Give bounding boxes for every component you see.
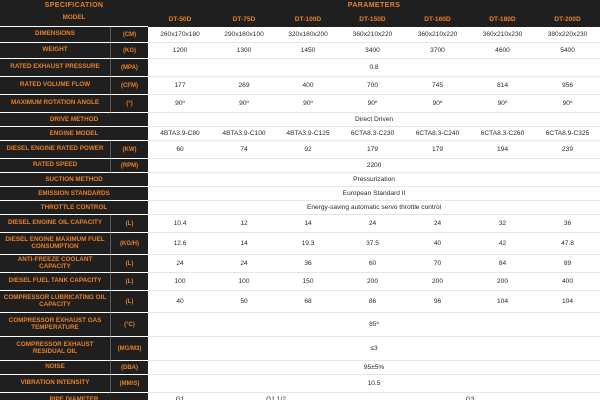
row-unit: (MPA): [110, 59, 148, 77]
cell: 179: [340, 141, 405, 159]
row-unit: (CM): [110, 27, 148, 43]
cell: 14: [276, 215, 340, 233]
cell: 10.4: [148, 215, 212, 233]
model-label: MODEL: [0, 11, 148, 27]
row-label: COMPRESSOR LUBRICATING OIL CAPACITY: [0, 291, 110, 313]
cell: 24: [148, 255, 212, 273]
cell: 36: [535, 215, 600, 233]
row-label: DIESEL ENGINE RATED POWER: [0, 141, 110, 159]
row-rotation-angle: [0, 95, 600, 113]
cell: 956: [535, 77, 600, 95]
row-pipe-diameter: [0, 393, 600, 400]
cell: 42: [470, 233, 535, 255]
row-drive-method: [0, 113, 600, 127]
row-label: RATED EXHAUST PRESSURE: [0, 59, 110, 77]
row-label: DIESEL ENGINE MAXIMUM FUEL CONSUMPTION: [0, 233, 110, 255]
cell: 0.8: [148, 59, 600, 77]
cell: 104: [470, 291, 535, 313]
cell: 100: [148, 273, 212, 291]
cell: 360x210x230: [470, 27, 535, 43]
cell: 86: [340, 291, 405, 313]
cell: 90º: [405, 95, 470, 113]
cell: 40: [405, 233, 470, 255]
row-unit: (L): [110, 215, 148, 233]
row-dimensions: [0, 27, 600, 43]
row-unit: (L): [110, 255, 148, 273]
row-vibration: [0, 375, 600, 393]
cell: 4BTA3.9-C125: [276, 127, 340, 141]
cell: 150: [276, 273, 340, 291]
row-unit: (°): [110, 95, 148, 113]
row-label: ANTI-FREEZE COOLANT CAPACITY: [0, 255, 110, 273]
cell: Energy-saving automatic servo throttle control: [148, 201, 600, 215]
row-oil-capacity: [0, 215, 600, 233]
cell: 3400: [340, 43, 405, 59]
model-name: DT-100D: [276, 11, 340, 27]
row-suction-method: [0, 173, 600, 187]
cell: 6CTA8.9-C325: [535, 127, 600, 141]
row-engine-power: [0, 141, 600, 159]
cell: 84: [470, 255, 535, 273]
row-label: THROTTLE CONTROL: [0, 201, 148, 215]
row-label: VIBRATION INTENSITY: [0, 375, 110, 393]
model-name: DT-160D: [405, 11, 470, 27]
cell: 24: [340, 215, 405, 233]
model-name: DT-200D: [535, 11, 600, 27]
cell: 19.3: [276, 233, 340, 255]
cell: 10.5: [148, 375, 600, 393]
row-volume-flow: [0, 77, 600, 95]
row-engine-model: [0, 127, 600, 141]
cell: European Standard II: [148, 187, 600, 201]
cell: 290x180x100: [212, 27, 276, 43]
row-label: NOISE: [0, 361, 110, 375]
specification-header: SPECIFICATION: [0, 0, 148, 11]
cell: 60: [148, 141, 212, 159]
cell: 90º: [340, 95, 405, 113]
row-throttle: [0, 201, 600, 215]
row-lube-oil: [0, 291, 600, 313]
row-label: EMISSION STANDARDS: [0, 187, 148, 201]
row-unit: (RPM): [110, 159, 148, 173]
cell: 32: [470, 215, 535, 233]
cell: 96: [405, 291, 470, 313]
cell: 12.6: [148, 233, 212, 255]
cell: 92: [276, 141, 340, 159]
cell: 50: [212, 291, 276, 313]
cell: 60: [340, 255, 405, 273]
row-unit: (CFM): [110, 77, 148, 95]
cell: G3: [340, 393, 600, 400]
row-unit: (DBA): [110, 361, 148, 375]
cell: ≤3: [148, 337, 600, 361]
row-label: MAXIMUM ROTATION ANGLE: [0, 95, 110, 113]
cell: Direct Driven: [148, 113, 600, 127]
cell: 14: [212, 233, 276, 255]
row-label: ENGINE MODEL: [0, 127, 148, 141]
model-name: DT-75D: [212, 11, 276, 27]
cell: 360x210x220: [340, 27, 405, 43]
cell: 400: [535, 273, 600, 291]
cell: 400: [276, 77, 340, 95]
row-unit: (MG/M3): [110, 337, 148, 361]
cell: 4BTA3.9-C100: [212, 127, 276, 141]
row-label: DRIVE METHOD: [0, 113, 148, 127]
row-label: DIESEL FUEL TANK CAPACITY: [0, 273, 110, 291]
cell: 24: [212, 255, 276, 273]
row-coolant: [0, 255, 600, 273]
cell: 1200: [148, 43, 212, 59]
row-unit: (L): [110, 273, 148, 291]
model-name: DT-180D: [470, 11, 535, 27]
cell: 47.8: [535, 233, 600, 255]
cell: 85º: [148, 313, 600, 337]
cell: 269: [212, 77, 276, 95]
row-unit: (L): [110, 291, 148, 313]
cell: G1 1/2: [212, 393, 340, 400]
cell: 90º: [276, 95, 340, 113]
cell: 700: [340, 77, 405, 95]
row-unit: (KG): [110, 43, 148, 59]
cell: 260x170x180: [148, 27, 212, 43]
cell: 177: [148, 77, 212, 95]
row-unit: (KG/H): [110, 233, 148, 255]
cell: 4BTA3.9-C80: [148, 127, 212, 141]
cell: 90º: [148, 95, 212, 113]
cell: 90º: [470, 95, 535, 113]
cell: 745: [405, 77, 470, 95]
cell: 194: [470, 141, 535, 159]
cell: 239: [535, 141, 600, 159]
row-unit: (°C): [110, 313, 148, 337]
cell: 814: [470, 77, 535, 95]
cell: 6CTA8.3-C230: [340, 127, 405, 141]
cell: 36: [276, 255, 340, 273]
cell: 12: [212, 215, 276, 233]
cell: 70: [405, 255, 470, 273]
cell: 3700: [405, 43, 470, 59]
row-residual-oil: [0, 337, 600, 361]
row-unit: (MM/S): [110, 375, 148, 393]
cell: 90º: [535, 95, 600, 113]
cell: 360x210x220: [405, 27, 470, 43]
cell: 200: [340, 273, 405, 291]
cell: 40: [148, 291, 212, 313]
row-label: COMPRESSOR EXHAUST RESIDUAL OIL: [0, 337, 110, 361]
cell: 24: [405, 215, 470, 233]
row-label: WEIGHT: [0, 43, 110, 59]
cell: 5400: [535, 43, 600, 59]
cell: 68: [276, 291, 340, 313]
row-label: COMPRESSOR EXHAUST GAS TEMPERATURE: [0, 313, 110, 337]
row-fuel-consumption: [0, 233, 600, 255]
cell: G1: [148, 393, 212, 400]
cell: 37.5: [340, 233, 405, 255]
cell: 95±5%: [148, 361, 600, 375]
row-weight: [0, 43, 600, 59]
cell: 1300: [212, 43, 276, 59]
cell: 6CTA8.3-C240: [405, 127, 470, 141]
cell: 4600: [470, 43, 535, 59]
cell: 320x180x200: [276, 27, 340, 43]
row-noise: [0, 361, 600, 375]
cell: 380x220x230: [535, 27, 600, 43]
row-exhaust-temp: [0, 313, 600, 337]
cell: 6CTA8.3-C260: [470, 127, 535, 141]
parameters-header: PARAMETERS: [148, 0, 600, 11]
cell: Pressurization: [148, 173, 600, 187]
row-emission: [0, 187, 600, 201]
cell: 100: [212, 273, 276, 291]
row-label: PIPE DIAMETER: [0, 393, 148, 400]
cell: 200: [470, 273, 535, 291]
row-fuel-tank: [0, 273, 600, 291]
row-rated-speed: [0, 159, 600, 173]
cell: 200: [405, 273, 470, 291]
row-label: RATED SPEED: [0, 159, 110, 173]
row-label: DIESEL ENGINE OIL CAPACITY: [0, 215, 110, 233]
row-label: RATED VOLUME FLOW: [0, 77, 110, 95]
row-unit: (KW): [110, 141, 148, 159]
cell: 74: [212, 141, 276, 159]
cell: 90º: [212, 95, 276, 113]
row-exhaust-pressure: [0, 59, 600, 77]
model-name: DT-150D: [340, 11, 405, 27]
model-name: DT-50D: [148, 11, 212, 27]
cell: 1450: [276, 43, 340, 59]
row-label: SUCTION METHOD: [0, 173, 148, 187]
cell: 89: [535, 255, 600, 273]
cell: 104: [535, 291, 600, 313]
cell: 179: [405, 141, 470, 159]
cell: 2200: [148, 159, 600, 173]
row-label: DIMENSIONS: [0, 27, 110, 43]
